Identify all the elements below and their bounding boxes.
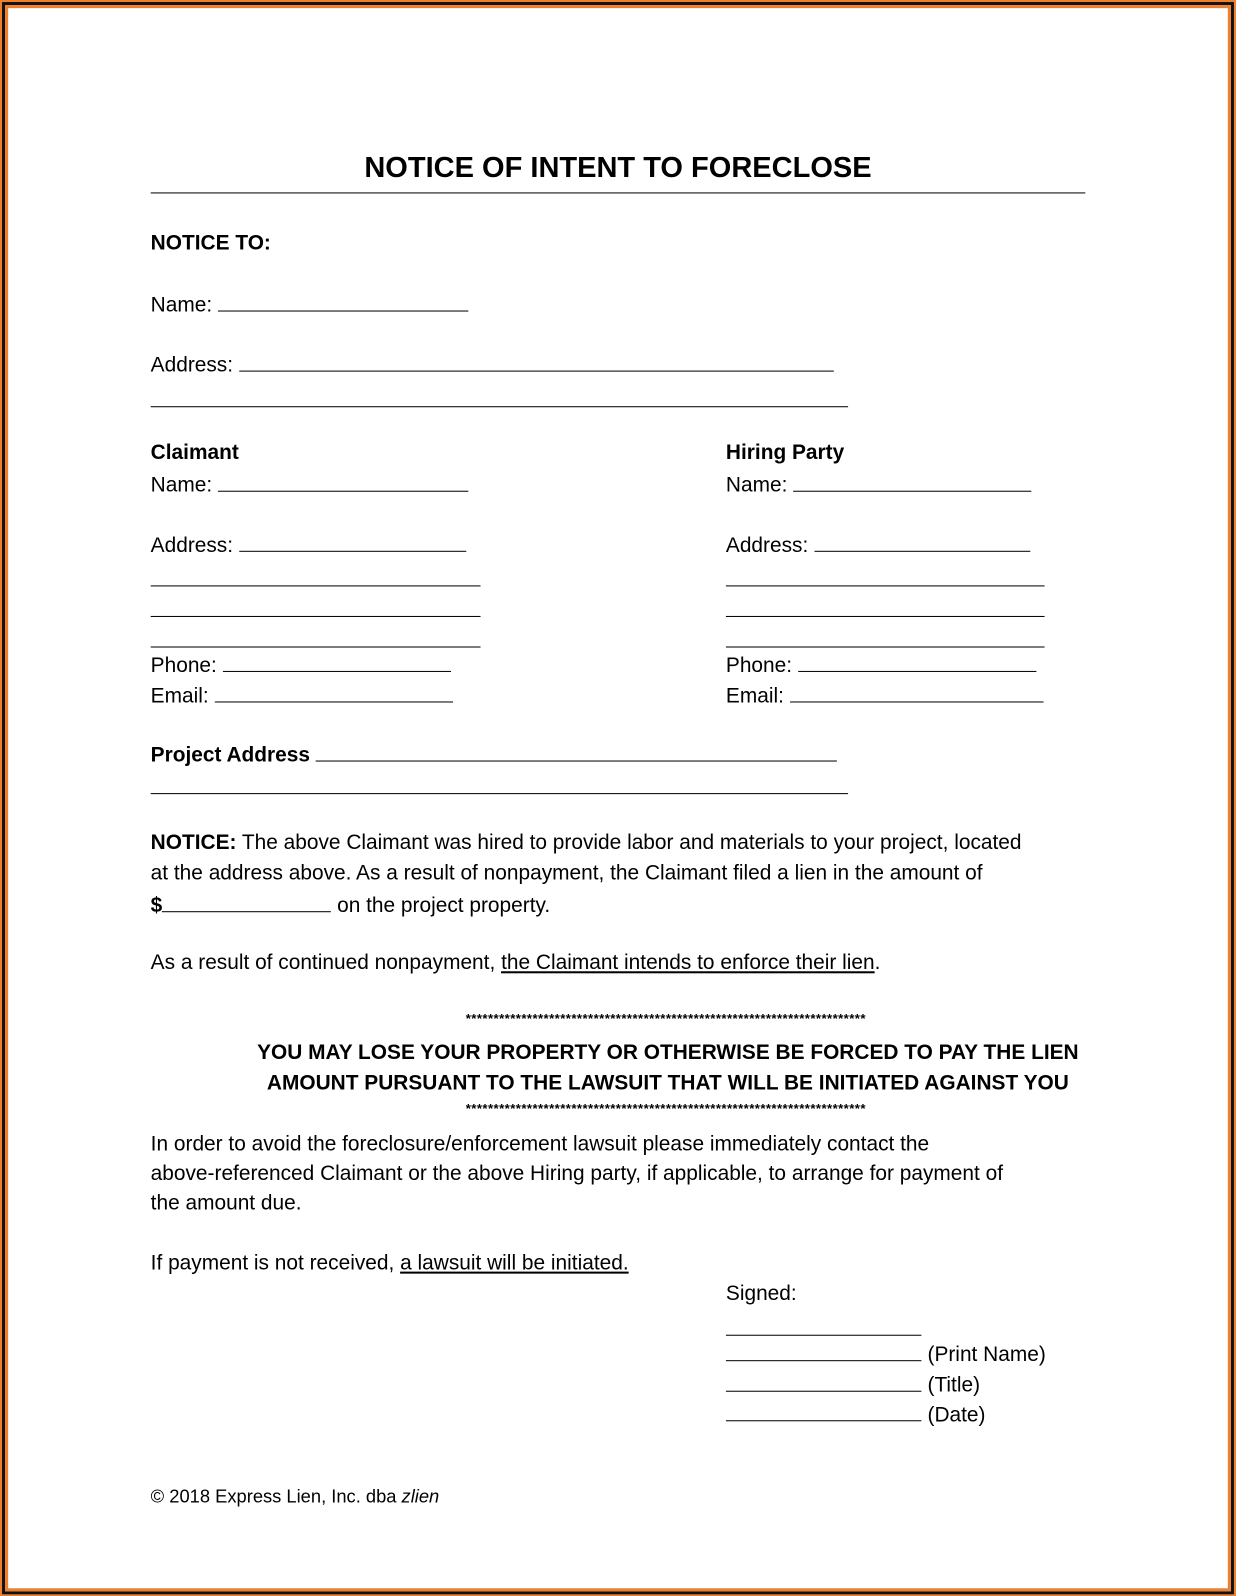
address-label: Address:: [150, 353, 234, 377]
notice-text: The above Claimant was hired to provide labor and materials to your project, located: [236, 830, 1022, 855]
notice-label: NOTICE:: [150, 830, 237, 855]
claimant-name-field[interactable]: [151, 471, 469, 497]
name-label: Name:: [725, 473, 788, 497]
print-name-field[interactable]: [726, 1341, 1046, 1367]
notice-to-address-field[interactable]: [151, 351, 834, 377]
enforce-paragraph: [151, 951, 881, 975]
claimant-address-line-4[interactable]: [151, 627, 481, 647]
avoid-paragraph-line-2: above-referenced Claimant or the above Hiring party, if applicable, to arrange for payment of: [150, 1161, 1004, 1186]
hiring-party-phone-field[interactable]: [726, 652, 1037, 678]
hiring-party-address-field[interactable]: [726, 531, 1030, 557]
address-label: Address:: [725, 533, 809, 557]
phone-label: Phone:: [150, 653, 217, 678]
hiring-party-name-field[interactable]: [726, 471, 1032, 497]
name-label: Name:: [150, 293, 213, 317]
hiring-party-address-line-3[interactable]: [726, 597, 1045, 617]
signature-line[interactable]: [726, 1315, 921, 1335]
avoid-paragraph-line-3: the amount due.: [150, 1191, 302, 1215]
notice-to-address-line-2[interactable]: [151, 387, 848, 407]
warning-line-2: AMOUNT PURSUANT TO THE LAWSUIT THAT WILL BE INITIATED AGAINST YOU: [266, 1071, 1069, 1095]
email-label: Email:: [150, 684, 209, 708]
name-label: Name:: [150, 473, 213, 497]
stars-divider-top: ************************************************************************: [465, 1010, 866, 1027]
claimant-address-line-2[interactable]: [151, 566, 481, 586]
avoid-paragraph-line-1: In order to avoid the foreclosure/enforcement lawsuit please immediately contact the: [150, 1132, 930, 1156]
warning-line-1: YOU MAY LOSE YOUR PROPERTY OR OTHERWISE BE FORCED TO PAY THE LIEN: [257, 1040, 1079, 1064]
footer-brand: zlien: [401, 1486, 440, 1507]
notice-to-heading: NOTICE TO:: [150, 231, 271, 255]
footer-copyright: [151, 1484, 440, 1508]
title-rule: [151, 192, 1086, 193]
enforce-prefix: As a result of continued nonpayment,: [150, 950, 502, 975]
payment-prefix: If payment is not received,: [150, 1251, 401, 1275]
claimant-email-field[interactable]: [151, 682, 453, 708]
phone-label: Phone:: [725, 653, 793, 678]
hiring-party-address-line-4[interactable]: [726, 627, 1045, 647]
claimant-heading: Claimant: [150, 440, 239, 465]
notice-paragraph-line-1: [151, 831, 1022, 855]
address-label: Address:: [150, 533, 234, 557]
claimant-address-line-3[interactable]: [151, 597, 481, 617]
dollar-sign: $: [150, 893, 163, 918]
email-label: Email:: [725, 684, 784, 708]
notice-paragraph-line-2: at the address above. As a result of nonpayment, the Claimant filed a lien in the amount of: [150, 861, 983, 885]
hiring-party-address-line-2[interactable]: [726, 566, 1045, 586]
hiring-party-heading: Hiring Party: [725, 440, 845, 465]
notice-text-end: on the project property.: [331, 893, 551, 918]
payment-paragraph: [151, 1251, 629, 1275]
date-field[interactable]: [726, 1401, 986, 1427]
title-field[interactable]: [726, 1371, 980, 1397]
signed-label: Signed:: [725, 1281, 797, 1306]
project-address-label: Project Address: [150, 743, 310, 767]
enforce-suffix: .: [874, 950, 881, 975]
payment-underlined: a lawsuit will be initiated.: [400, 1251, 629, 1275]
print-name-label: (Print Name): [927, 1342, 1046, 1367]
project-address-field[interactable]: [151, 741, 838, 767]
footer-text: © 2018 Express Lien, Inc. dba: [150, 1486, 402, 1507]
claimant-address-field[interactable]: [151, 531, 467, 557]
document-title: NOTICE OF INTENT TO FORECLOSE: [364, 151, 872, 185]
claimant-phone-field[interactable]: [151, 652, 451, 678]
date-label: (Date): [927, 1402, 986, 1427]
hiring-party-email-field[interactable]: [726, 682, 1044, 708]
title-label: (Title): [927, 1373, 981, 1397]
notice-paragraph-line-3: [151, 892, 551, 918]
lien-amount-field[interactable]: [162, 892, 331, 912]
stars-divider-bottom: ************************************************************************: [465, 1100, 866, 1116]
project-address-line-2[interactable]: [151, 774, 848, 794]
enforce-underlined: the Claimant intends to enforce their lien: [501, 950, 875, 975]
notice-to-name-field[interactable]: [151, 291, 469, 317]
